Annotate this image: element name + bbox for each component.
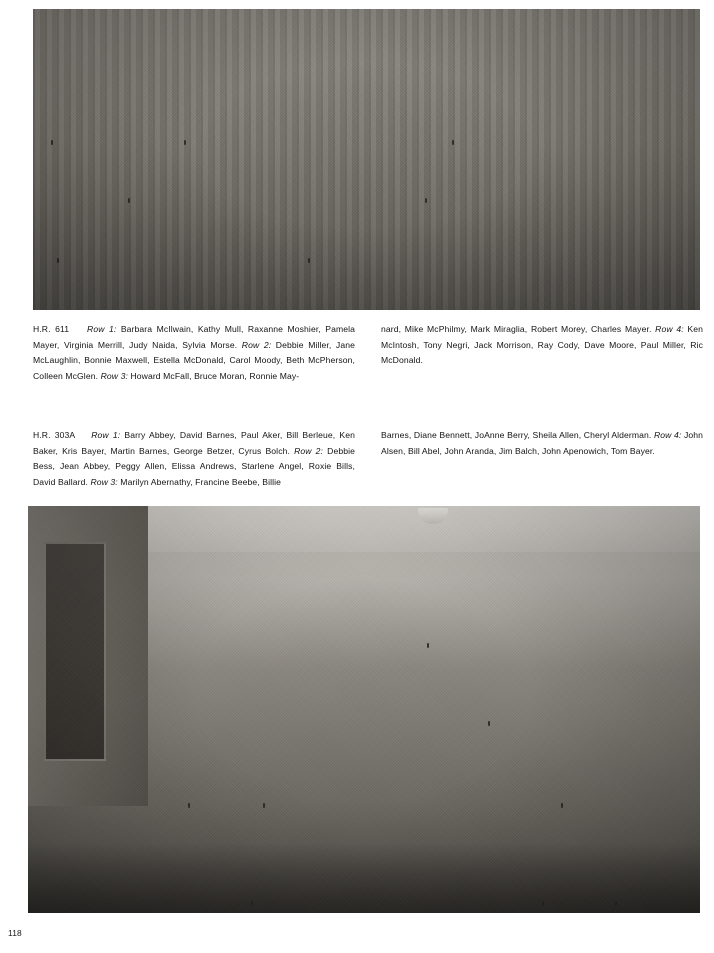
hr-303a-row1-label: Row 1:: [91, 430, 121, 440]
caption-hr-611: [33, 322, 703, 384]
homeroom-photo-top: [33, 9, 700, 310]
hr-611-row1-names: Barbara McIlwain, Kathy Mull, Raxanne Moshier, Pamela Mayer, Virginia Merrill, Judy Naida, Sylvia Morse.: [33, 324, 356, 350]
hr-611-row3-label: Row 3:: [100, 370, 128, 381]
caption-hr-303a-column-right: [381, 428, 703, 490]
hr-611-label: H.R. 611: [33, 324, 70, 334]
caption-hr-611-column-left: [33, 322, 355, 384]
hr-303a-row4-names: John Alsen, Bill Abel, John Aranda, Jim Balch, John Apenowich, Tom Bayer.: [381, 430, 704, 456]
page-number: 118: [8, 928, 22, 938]
hr-303a-row3-names-cont: Barnes, Diane Bennett, JoAnne Berry, Sheila Allen, Cheryl Alderman.: [381, 430, 654, 440]
caption-hr-303a: [33, 428, 703, 490]
hr-611-row4-label: Row 4:: [655, 324, 684, 334]
hr-303a-row2-names: Debbie Bess, Jean Abbey, Peggy Allen, Elissa Andrews, Starlene Angel, Roxie Bills, David Ballard.: [33, 445, 355, 487]
photo-vignette-overlay: [33, 9, 700, 310]
hr-611-row3-names: Howard McFall, Bruce Moran, Ronnie May-: [127, 370, 300, 381]
hr-303a-row4-label: Row 4:: [653, 430, 682, 440]
hr-611-row1-label: Row 1:: [87, 324, 117, 334]
hr-303a-row3-names: Marilyn Abernathy, Francine Beebe, Billie: [117, 476, 282, 487]
caption-hr-303a-column-left: [33, 428, 355, 490]
hr-303a-row2-label: Row 2:: [294, 445, 324, 456]
photo2-vignette-overlay: [28, 506, 700, 913]
hr-611-row4-names: Ken McIntosh, Tony Negri, Jack Morrison, Ray Cody, Dave Moore, Paul Miller, Ric McDonald.: [381, 324, 704, 366]
hr-611-row2-names: Debbie Miller, Jane McLaughlin, Bonnie Maxwell, Estella McDonald, Carol Moody, Beth McPherson, Colleen McGlen.: [33, 339, 355, 381]
hr-303a-row3-label: Row 3:: [90, 476, 118, 487]
hr-611-row3-names-cont: nard, Mike McPhilmy, Mark Miraglia, Robert Morey, Charles Mayer.: [381, 324, 656, 334]
homeroom-photo-bottom: [28, 506, 700, 913]
hr-611-row2-label: Row 2:: [241, 339, 272, 350]
caption-hr-611-column-right: [381, 322, 703, 384]
hr-303a-label: H.R. 303A: [33, 430, 75, 440]
hr-303a-row1-names: Barry Abbey, David Barnes, Paul Aker, Bill Berleue, Ken Baker, Kris Bayer, Martin Barnes, George Betzer, Cyrus Bolch.: [33, 430, 355, 456]
